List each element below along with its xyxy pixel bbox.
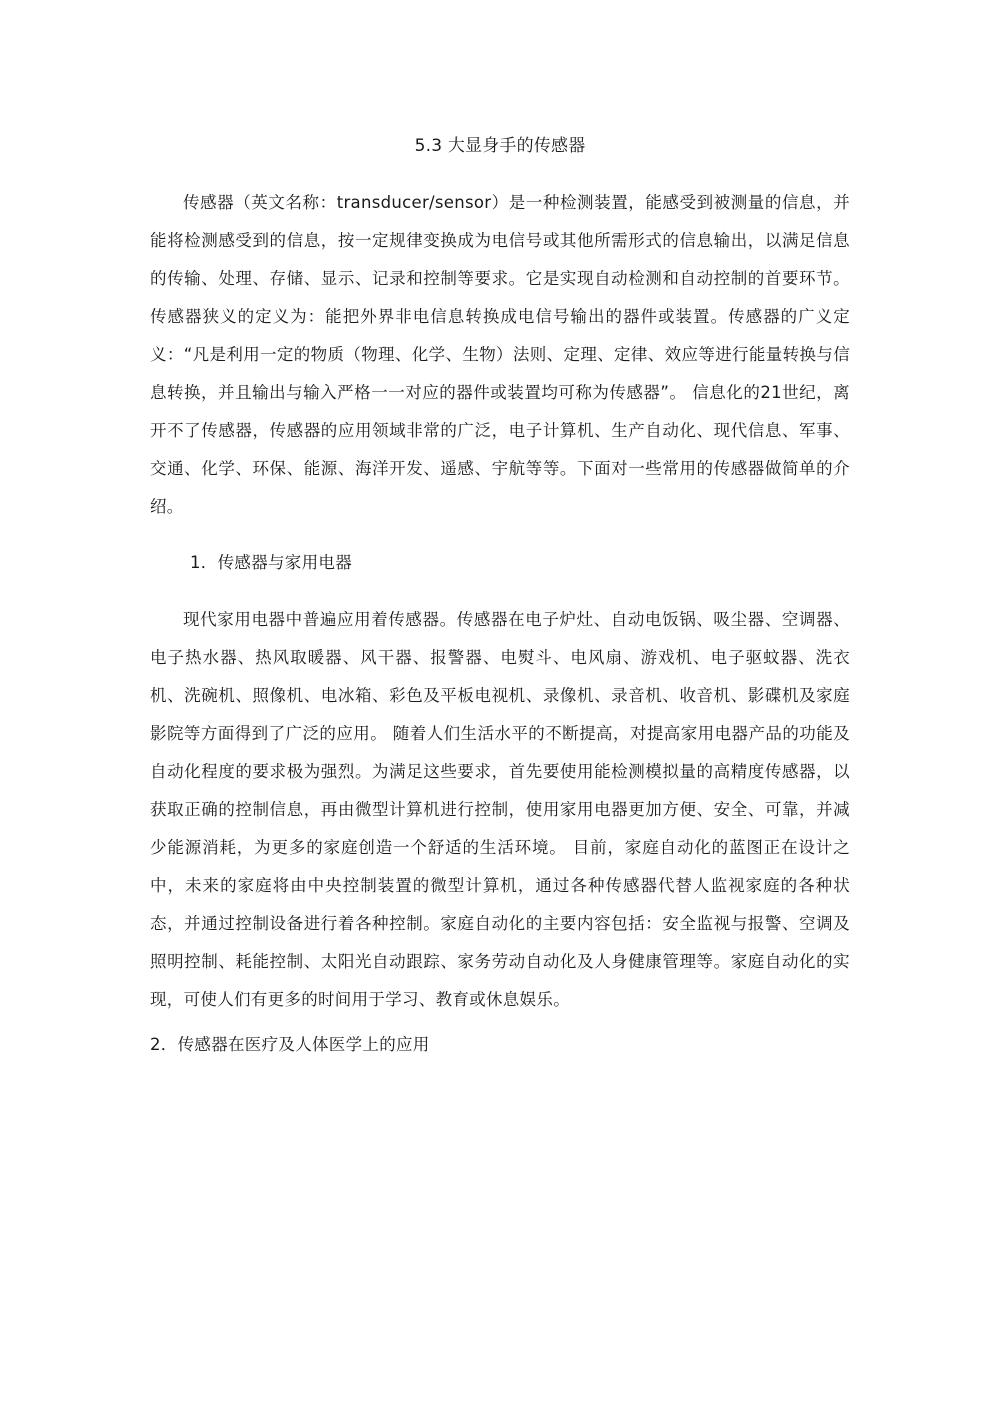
document-page [150,0,850,1414]
section-heading-1: 1．传感器与家用电器 [190,553,352,572]
home-appliance-paragraph: 现代家用电器中普遍应用着传感器。传感器在电子炉灶、自动电饭锅、吸尘器、空调器、电子热水器、热风取暖器、风干器、报警器、电熨斗、电风扇、游戏机、电子驱蚊器、洗衣机、洗碗机、照像机、电冰箱、彩色及平板电视机、录像机、录音机、收音机、影碟机及家庭影院等方面得到了广泛的应用。 随着人们生活水平的不断提高，对提高家用电器产品的功能及自动化程度的要求极为强烈。为满足这些要求，首先要使用能检测模拟量的高精度传感器，以获取正确的控制信息，再由微型计算机进行控制，使用家用电器更加方便、安全、可靠，并减少能源消耗，为更多的家庭创造一个舒适的生活环境。 目前，家庭自动化的蓝图正在设计之中，未来的家庭将由中央控制装置的微型计算机，通过各种传感器代替人监视家庭的各种状态，并通过控制设备进行着各种控制。家庭自动化的主要内容包括：安全监视与报警、空调及照明控制、耗能控制、太阳光自动跟踪、家务劳动自动化及人身健康管理等。家庭自动化的实现，可使人们有更多的时间用于学习、教育或休息娱乐。 [150,610,850,1009]
intro-paragraph: 传感器（英文名称：transducer/sensor）是一种检测装置，能感受到被测量的信息，并能将检测感受到的信息，按一定规律变换成为电信号或其他所需形式的信息输出，以满足信息的传输、处理、存储、显示、记录和控制等要求。它是实现自动检测和自动控制的首要环节。 传感器狭义的定义为：能把外界非电信息转换成电信号输出的器件或装置。传感器的广义定义：“凡是利用一定的物质（物理、化学、生物）法则、定理、定律、效应等进行能量转换与信息转换，并且输出与输入严格一一对应的器件或装置均可称为传感器”。 信息化的21世纪，离开不了传感器，传感器的应用领域非常的广泛，电子计算机、生产自动化、现代信息、军事、交通、化学、环保、能源、海洋开发、遥感、宇航等等。下面对一些常用的传感器做简单的介绍。 [150,193,850,516]
section-heading-2: 2．传感器在医疗及人体医学上的应用 [150,1035,430,1054]
page-title: 5.3 大显身手的传感器 [414,136,586,156]
